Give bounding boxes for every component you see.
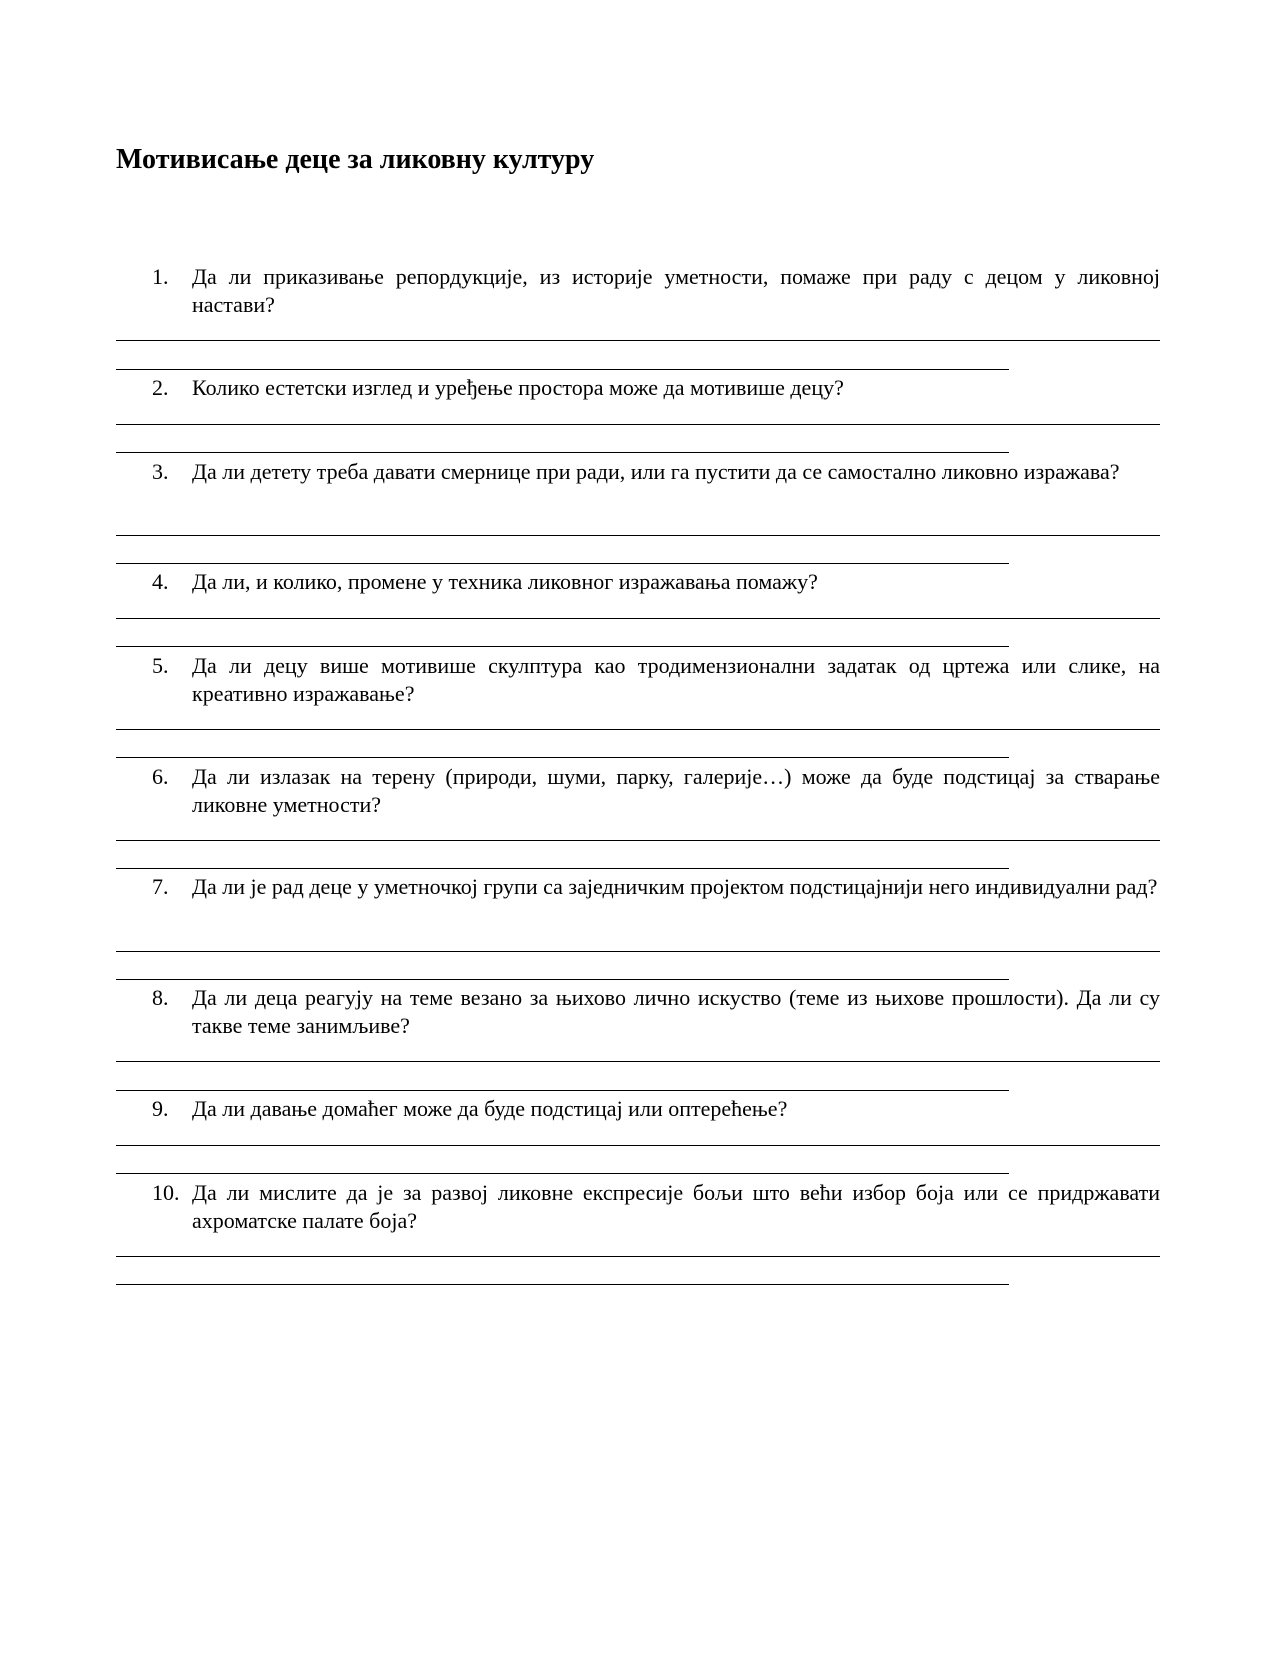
- question-text: Да ли је рад деце у уметночкој групи са заједничким пројектом подстицајнији него индивидуални рад?: [192, 874, 1158, 899]
- question-number: 1.: [152, 264, 169, 289]
- answer-line[interactable]: [116, 340, 1160, 341]
- answer-line[interactable]: [116, 535, 1160, 536]
- answer-line[interactable]: [116, 757, 1009, 758]
- answer-line[interactable]: [116, 369, 1009, 370]
- question-number: 2.: [152, 375, 169, 400]
- question-text: Да ли деца реагују на теме везано за њихово лично искуство (теме из њихове прошлости). Да ли су такве теме занимљиве?: [192, 985, 1160, 1038]
- question-number: 5.: [152, 653, 169, 678]
- question-text: Да ли децу више мотивише скулптура као тродимензионални задатак од цртежа или слике, на креативно изражавање?: [192, 653, 1160, 706]
- answer-line[interactable]: [116, 1090, 1009, 1091]
- question-number: 3.: [152, 459, 169, 484]
- answer-line[interactable]: [116, 1284, 1009, 1285]
- question-number: 4.: [152, 569, 169, 594]
- answer-line[interactable]: [116, 840, 1160, 841]
- answer-line[interactable]: [116, 618, 1160, 619]
- question-4: [116, 568, 1160, 596]
- question-8: [116, 984, 1160, 1040]
- answer-line[interactable]: [116, 452, 1009, 453]
- answer-line[interactable]: [116, 868, 1009, 869]
- answer-line[interactable]: [116, 563, 1009, 564]
- question-text: Да ли, и колико, промене у техника ликовног изражавања помажу?: [192, 569, 818, 594]
- answer-line[interactable]: [116, 1145, 1160, 1146]
- answer-line[interactable]: [116, 1256, 1160, 1257]
- answer-line[interactable]: [116, 1061, 1160, 1062]
- question-9: [116, 1095, 1160, 1123]
- question-5: [116, 652, 1160, 708]
- document-title: Мотивисање деце за ликовну културу: [116, 144, 595, 175]
- question-2: [116, 374, 1160, 402]
- question-text: Да ли излазак на терену (природи, шуми, парку, галерије…) може да буде подстицај за стварање ликовне уметности?: [192, 764, 1160, 817]
- question-number: 8.: [152, 985, 169, 1010]
- answer-line[interactable]: [116, 951, 1160, 952]
- question-1: [116, 263, 1160, 319]
- question-text: Да ли мислите да је за развој ликовне експресије бољи што већи избор боја или се придржавати ахроматске палате боја?: [192, 1180, 1160, 1233]
- question-10: [116, 1179, 1160, 1235]
- question-text: Да ли приказивање репордукције, из историје уметности, помаже при раду с децом у ликовној настави?: [192, 264, 1160, 317]
- question-3: [116, 458, 1160, 486]
- question-text: Колико естетски изглед и уређење простора може да мотивише децу?: [192, 375, 844, 400]
- answer-line[interactable]: [116, 1173, 1009, 1174]
- question-number: 10.: [152, 1180, 180, 1205]
- question-number: 7.: [152, 874, 169, 899]
- answer-line[interactable]: [116, 646, 1009, 647]
- answer-line[interactable]: [116, 979, 1009, 980]
- question-7: [116, 873, 1160, 901]
- question-6: [116, 763, 1160, 819]
- question-text: Да ли детету треба давати смернице при ради, или га пустити да се самостално ликовно изражава?: [192, 459, 1120, 484]
- answer-line[interactable]: [116, 424, 1160, 425]
- question-number: 6.: [152, 764, 169, 789]
- answer-line[interactable]: [116, 729, 1160, 730]
- question-text: Да ли давање домаћег може да буде подстицај или оптерећење?: [192, 1096, 788, 1121]
- question-number: 9.: [152, 1096, 169, 1121]
